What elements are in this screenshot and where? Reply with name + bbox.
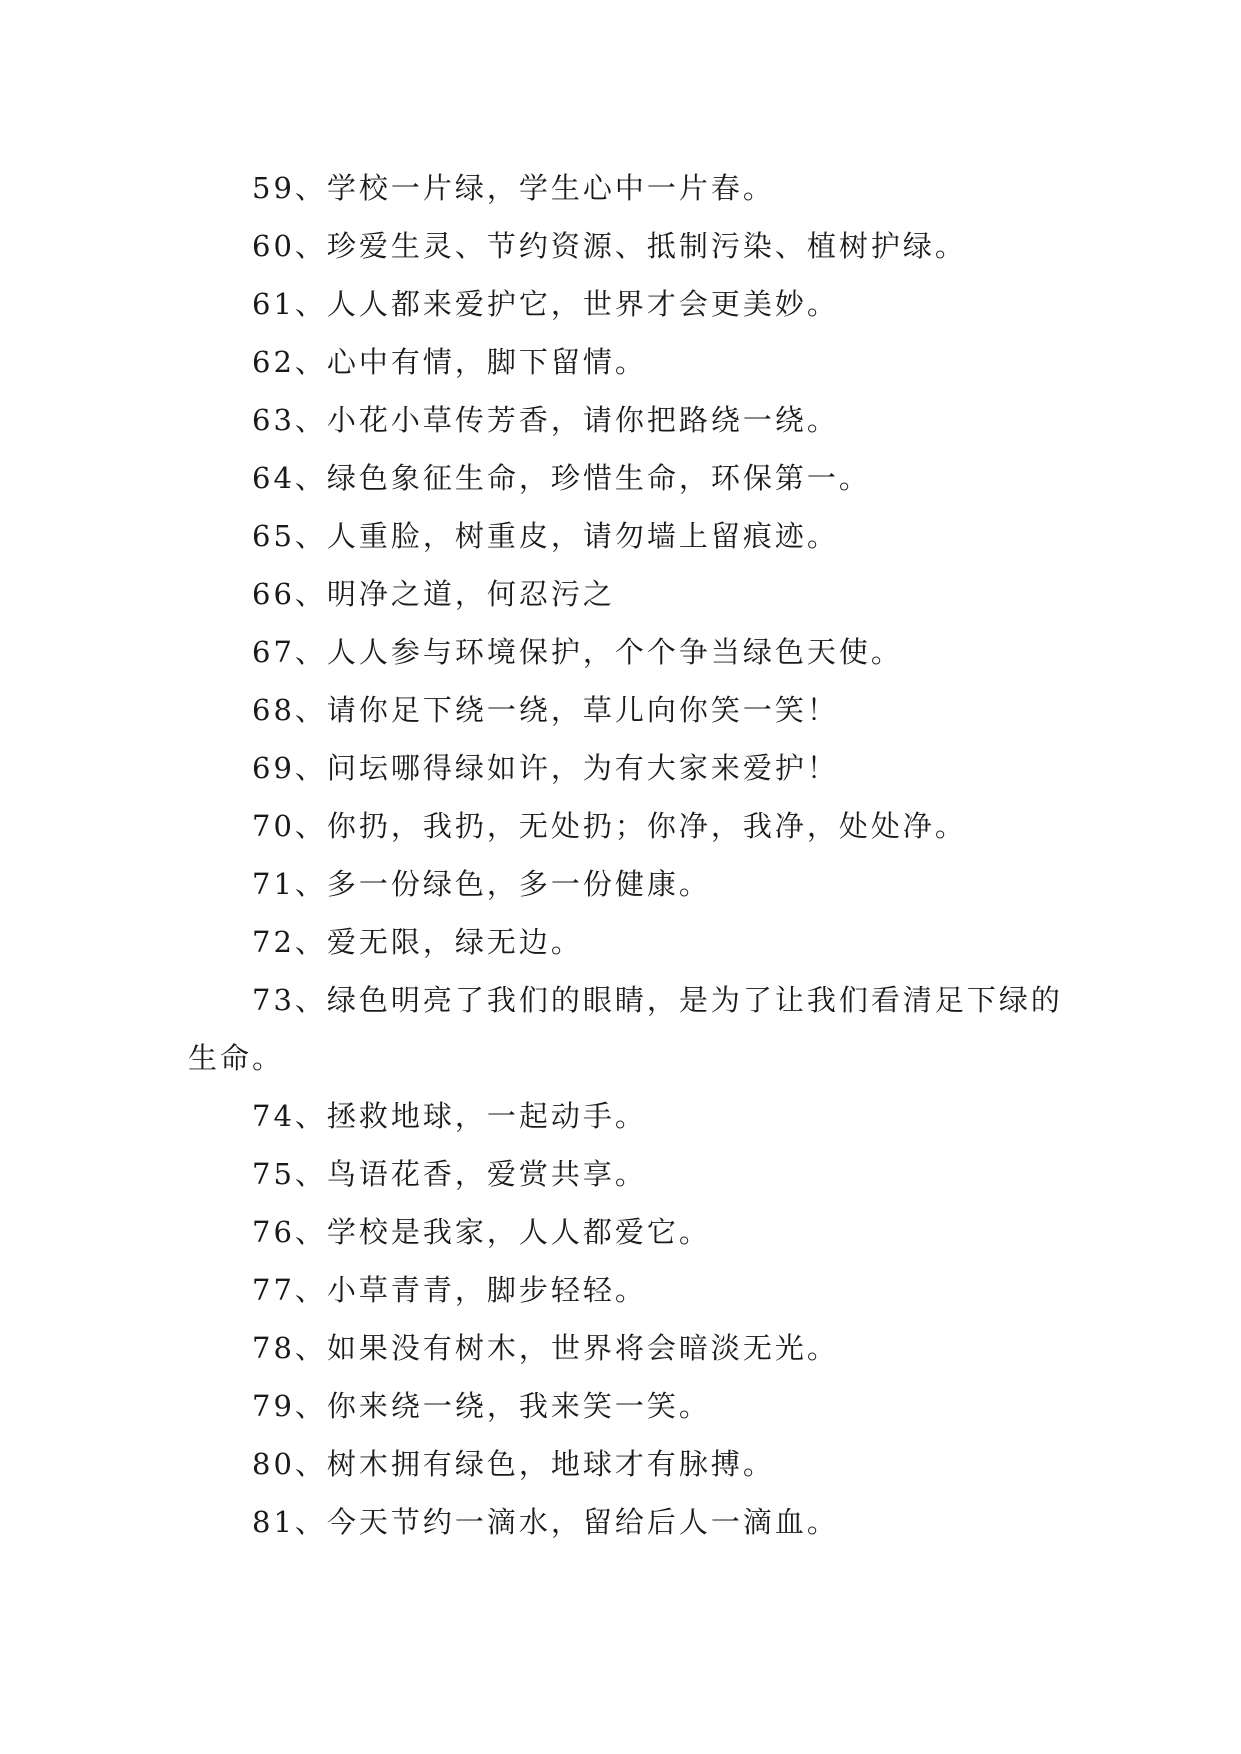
slogan-line: 70、你扔，我扔，无处扔；你净，我净，处处净。 — [252, 809, 967, 843]
slogan-line: 74、拯救地球，一起动手。 — [252, 1099, 647, 1133]
slogan-line: 72、爱无限，绿无边。 — [252, 925, 583, 959]
slogan-line: 67、人人参与环境保护，个个争当绿色天使。 — [252, 635, 903, 669]
slogan-line: 79、你来绕一绕，我来笑一笑。 — [252, 1389, 711, 1423]
slogan-line: 66、明净之道，何忍污之 — [252, 577, 615, 611]
slogan-line: 81、今天节约一滴水，留给后人一滴血。 — [252, 1505, 839, 1539]
slogan-line: 64、绿色象征生命，珍惜生命，环保第一。 — [252, 461, 871, 495]
slogan-line: 80、树木拥有绿色，地球才有脉搏。 — [252, 1447, 775, 1481]
slogan-line: 65、人重脸，树重皮，请勿墙上留痕迹。 — [252, 519, 839, 553]
slogan-list — [188, 159, 1068, 1551]
slogan-line: 75、鸟语花香，爱赏共享。 — [252, 1157, 647, 1191]
slogan-line: 68、请你足下绕一绕，草儿向你笑一笑！ — [252, 693, 839, 727]
slogan-line: 59、学校一片绿，学生心中一片春。 — [252, 171, 775, 205]
slogan-line: 76、学校是我家，人人都爱它。 — [252, 1215, 711, 1249]
slogan-line: 77、小草青青，脚步轻轻。 — [252, 1273, 647, 1307]
slogan-line: 62、心中有情，脚下留情。 — [252, 345, 647, 379]
slogan-line: 73、绿色明亮了我们的眼睛，是为了让我们看清足下绿的生命。 — [188, 983, 1063, 1075]
slogan-line: 61、人人都来爱护它，世界才会更美妙。 — [252, 287, 839, 321]
slogan-line: 71、多一份绿色，多一份健康。 — [252, 867, 711, 901]
slogan-line: 78、如果没有树木，世界将会暗淡无光。 — [252, 1331, 839, 1365]
slogan-line: 60、珍爱生灵、节约资源、抵制污染、植树护绿。 — [252, 229, 967, 263]
slogan-line: 69、问坛哪得绿如许，为有大家来爱护！ — [252, 751, 839, 785]
slogan-line: 63、小花小草传芳香，请你把路绕一绕。 — [252, 403, 839, 437]
